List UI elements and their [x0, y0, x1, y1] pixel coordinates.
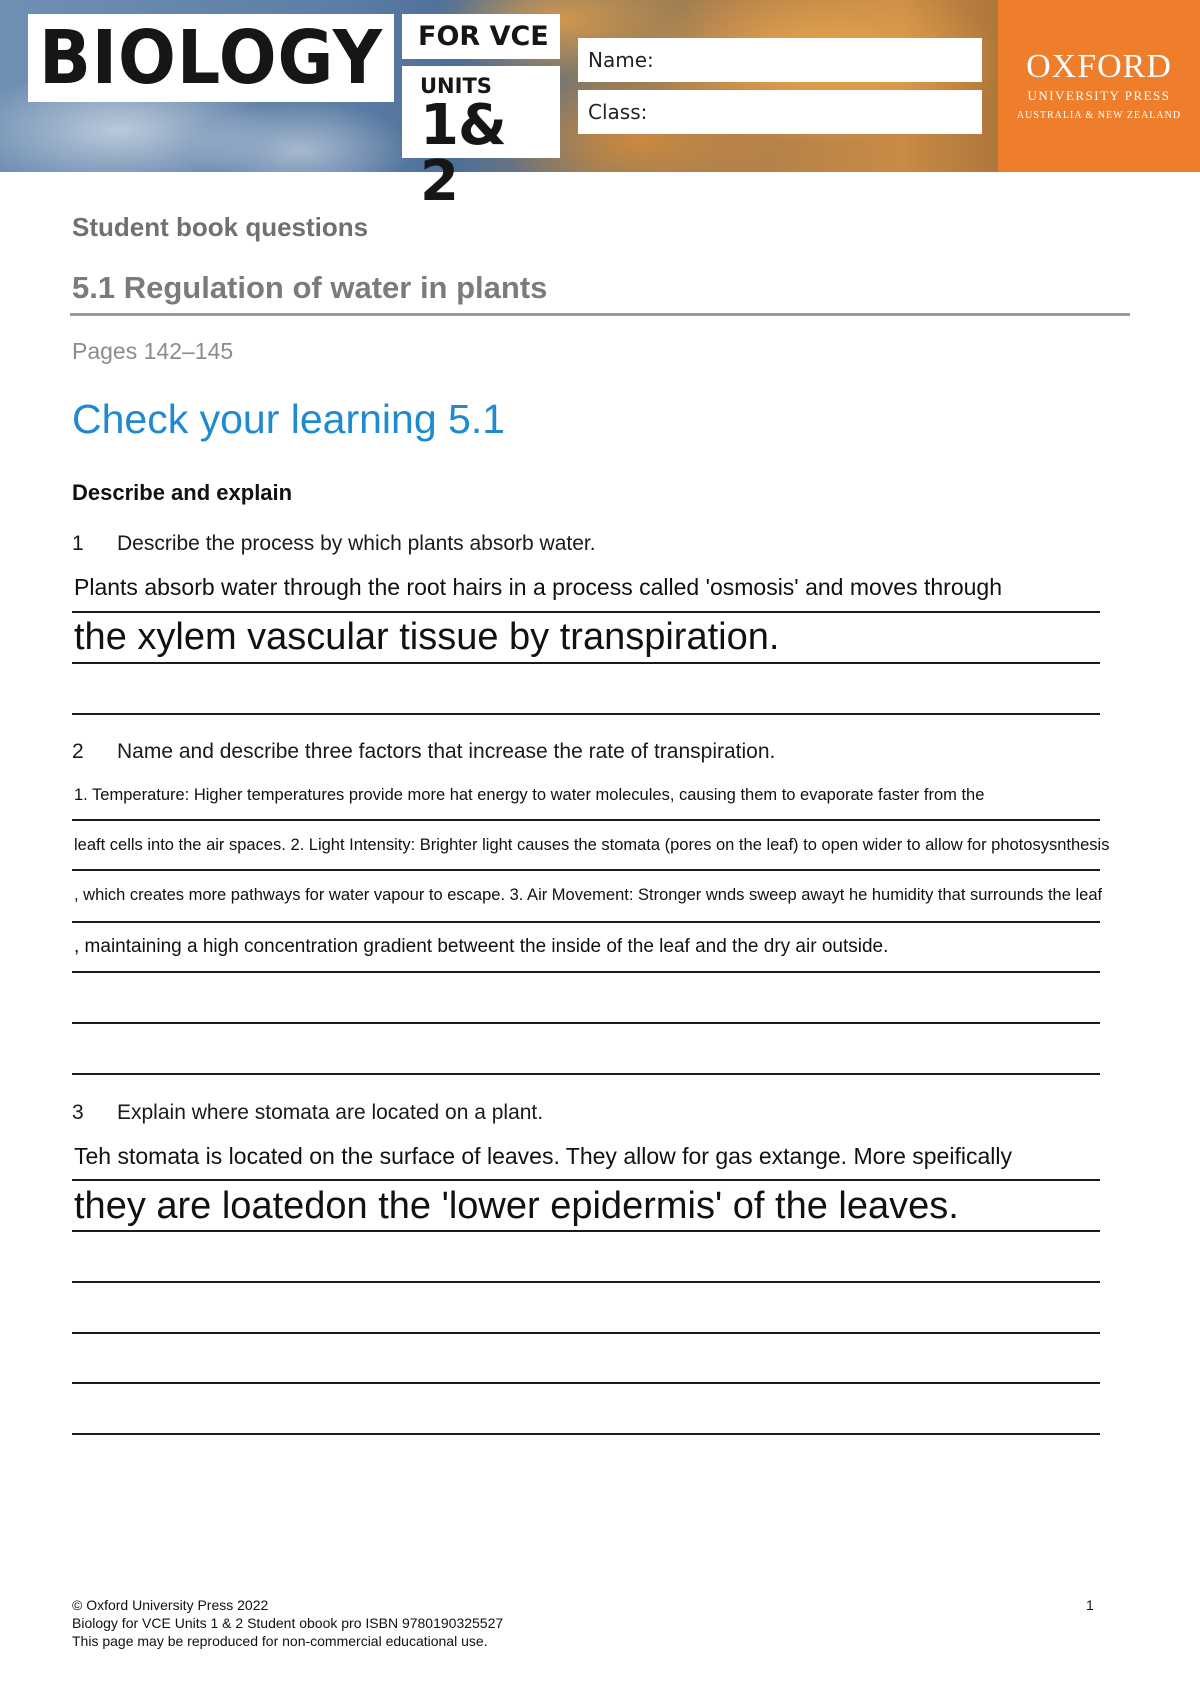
footer-copyright: © Oxford University Press 2022	[72, 1597, 269, 1613]
footer-isbn: Biology for VCE Units 1 & 2 Student obook pro ISBN 9780190325527	[72, 1615, 504, 1631]
question-text: Describe the process by which plants absorb water.	[117, 532, 596, 555]
units-label: UNITS	[420, 74, 492, 98]
biology-title: BIOLOGY	[38, 15, 384, 101]
answer-rule	[72, 819, 1100, 821]
question-text: Explain where stomata are located on a plant.	[117, 1101, 544, 1124]
name-label: Name:	[588, 48, 654, 72]
header-banner	[0, 0, 1200, 214]
publisher-name: OXFORD	[1026, 48, 1172, 85]
for-vce-box	[402, 14, 560, 59]
page-number: 1	[1086, 1597, 1094, 1613]
section-title: 5.1 Regulation of water in plants	[72, 270, 548, 305]
answer-line-text[interactable]: Plants absorb water through the root hairs in a process called 'osmosis' and moves through	[74, 574, 1002, 600]
publisher-sub: UNIVERSITY PRESS	[1027, 88, 1171, 103]
question-number: 2	[72, 740, 84, 763]
name-field[interactable]	[578, 38, 982, 82]
answer-line-text[interactable]: 1. Temperature: Higher temperatures provide more hat energy to water molecules, causing them to evaporate faster from the	[74, 786, 985, 804]
question-2	[72, 740, 775, 764]
answer-rule	[72, 1433, 1100, 1435]
question-number: 3	[72, 1101, 84, 1124]
class-field[interactable]	[578, 90, 982, 134]
answer-line-text[interactable]: Teh stomata is located on the surface of leaves. They allow for gas extange. More speifically	[74, 1143, 1012, 1169]
answer-rule	[72, 1022, 1100, 1024]
biology-logo-box	[28, 14, 394, 102]
answer-rule	[72, 1073, 1100, 1075]
title-divider	[70, 313, 1130, 316]
answer-line-text[interactable]: leaft cells into the air spaces. 2. Light Intensity: Brighter light causes the stomata (pores on the leaf) to open wider to allow for photosysnthesis	[74, 836, 1110, 854]
answer-rule	[72, 971, 1100, 973]
question-number: 1	[72, 532, 84, 555]
question-1	[72, 532, 596, 556]
answer-rule	[72, 1179, 1100, 1181]
units-number: 1& 2	[420, 93, 506, 214]
answer-rule	[72, 1332, 1100, 1334]
subtitle: Student book questions	[72, 212, 369, 242]
answer-line-text[interactable]: , maintaining a high concentration gradient betweent the inside of the leaf and the dry air outside.	[74, 936, 889, 957]
answer-rule	[72, 713, 1100, 715]
answer-rule	[72, 1230, 1100, 1232]
question-text: Name and describe three factors that increase the rate of transpiration.	[117, 740, 776, 763]
answer-rule	[72, 1382, 1100, 1384]
check-heading: Check your learning 5.1	[72, 396, 506, 442]
publisher-region: AUSTRALIA & NEW ZEALAND	[1016, 110, 1182, 121]
answer-rule	[72, 662, 1100, 664]
answer-rule	[72, 869, 1100, 871]
answer-rule	[72, 921, 1100, 923]
answer-line-text[interactable]: , which creates more pathways for water vapour to escape. 3. Air Movement: Stronger wnds sweep awayt he humidity that surrounds the leaf	[74, 886, 1103, 904]
publisher-logo	[998, 0, 1200, 172]
answer-rule	[72, 611, 1100, 613]
units-box	[402, 66, 560, 214]
for-vce-label: FOR VCE	[418, 21, 549, 52]
answer-line-text[interactable]: they are loatedon the 'lower epidermis' of the leaves.	[74, 1185, 959, 1227]
footer-reproduce-note: This page may be reproduced for non-commercial educational use.	[72, 1633, 488, 1649]
pages-reference: Pages 142–145	[72, 338, 234, 364]
describe-heading: Describe and explain	[72, 480, 293, 505]
class-label: Class:	[588, 100, 648, 124]
answer-rule	[72, 1281, 1100, 1283]
answer-line-text[interactable]: the xylem vascular tissue by transpiration.	[74, 616, 780, 658]
question-3	[72, 1101, 543, 1125]
